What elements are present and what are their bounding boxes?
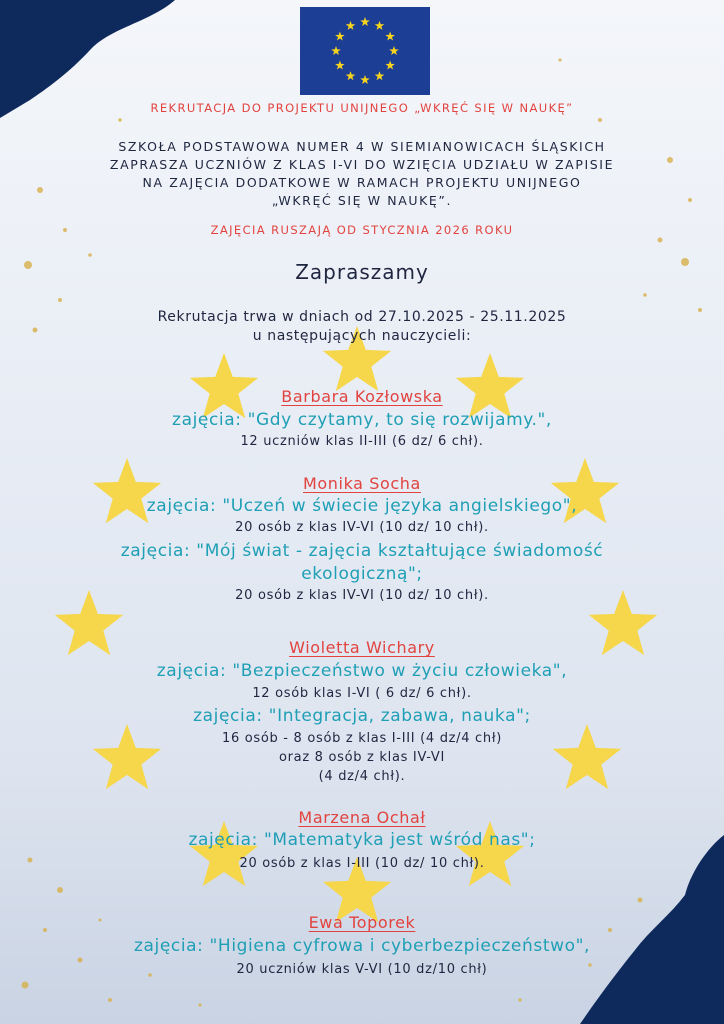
activity-details: 20 osób z klas IV-VI (10 dz/ 10 chł).	[235, 520, 489, 535]
teacher-name: Monika Socha	[303, 474, 421, 493]
recruitment-line-1: Rekrutacja trwa w dniach od 27.10.2025 - 25.11.2025	[157, 309, 567, 325]
project-title: REKRUTACJA DO PROJEKTU UNIJNEGO „WKRĘĆ SIĘ W NAUKĘ”	[150, 101, 574, 115]
teacher-name: Wioletta Wichary	[289, 638, 435, 657]
intro-line-2: ZAPRASZA UCZNIÓW Z KLAS I-VI DO WZIĘCIA UDZIAŁU W ZAPISIE	[109, 157, 615, 172]
activity-details: 20 osób z klas IV-VI (10 dz/ 10 chł).	[235, 588, 489, 603]
activity-details: 12 uczniów klas II-III (6 dz/ 6 chł).	[240, 434, 484, 449]
activity-details: oraz 8 osób z klas IV-VI	[278, 750, 446, 765]
activity-title: zajęcia: "Uczeń w świecie języka angielskiego",	[146, 496, 578, 516]
intro-line-4: „WKRĘĆ SIĘ W NAUKĘ”.	[271, 193, 453, 208]
activity-title: zajęcia: "Higiena cyfrowa i cyberbezpieczeństwo",	[133, 936, 591, 956]
large-star	[190, 353, 258, 418]
activity-title-continued: ekologiczną";	[301, 564, 423, 584]
activity-title: zajęcia: "Gdy czytamy, to się rozwijamy.",	[172, 410, 552, 430]
activity-title: zajęcia: "Mój świat - zajęcia kształtujące świadomość	[120, 541, 604, 561]
activity-details: 20 osób z klas I-III (10 dz/ 10 chł).	[239, 856, 485, 871]
teacher-name: Ewa Toporek	[308, 913, 416, 932]
start-note: ZAJĘCIA RUSZAJĄ OD STYCZNIA 2026 ROKU	[210, 223, 514, 237]
invite-heading: Zapraszamy	[295, 260, 429, 284]
activity-title: zajęcia: "Integracja, zabawa, nauka";	[193, 706, 531, 726]
large-star	[456, 353, 524, 418]
intro-line-1: SZKOŁA PODSTAWOWA NUMER 4 W SIEMIANOWICACH ŚLĄSKICH	[118, 139, 606, 154]
intro-line-3: NA ZAJĘCIA DODATKOWE W RAMACH PROJEKTU UNIJNEGO	[142, 175, 582, 190]
recruitment-line-2: u następujących nauczycieli:	[252, 328, 472, 344]
eu-flag	[300, 7, 430, 95]
activity-title: zajęcia: "Bezpieczeństwo w życiu człowieka",	[156, 661, 568, 681]
teacher-name: Barbara Kozłowska	[281, 387, 443, 406]
activity-title: zajęcia: "Matematyka jest wśród nas";	[188, 830, 536, 850]
activity-details: (4 dz/4 chł).	[318, 769, 406, 784]
teacher-name: Marzena Ochał	[298, 808, 426, 827]
activity-details: 16 osób - 8 osób z klas I-III (4 dz/4 chł)	[221, 731, 503, 746]
activity-details: 12 osób klas I-VI ( 6 dz/ 6 chł).	[252, 686, 472, 701]
activity-details: 20 uczniów klas V-VI (10 dz/10 chł)	[236, 962, 488, 977]
